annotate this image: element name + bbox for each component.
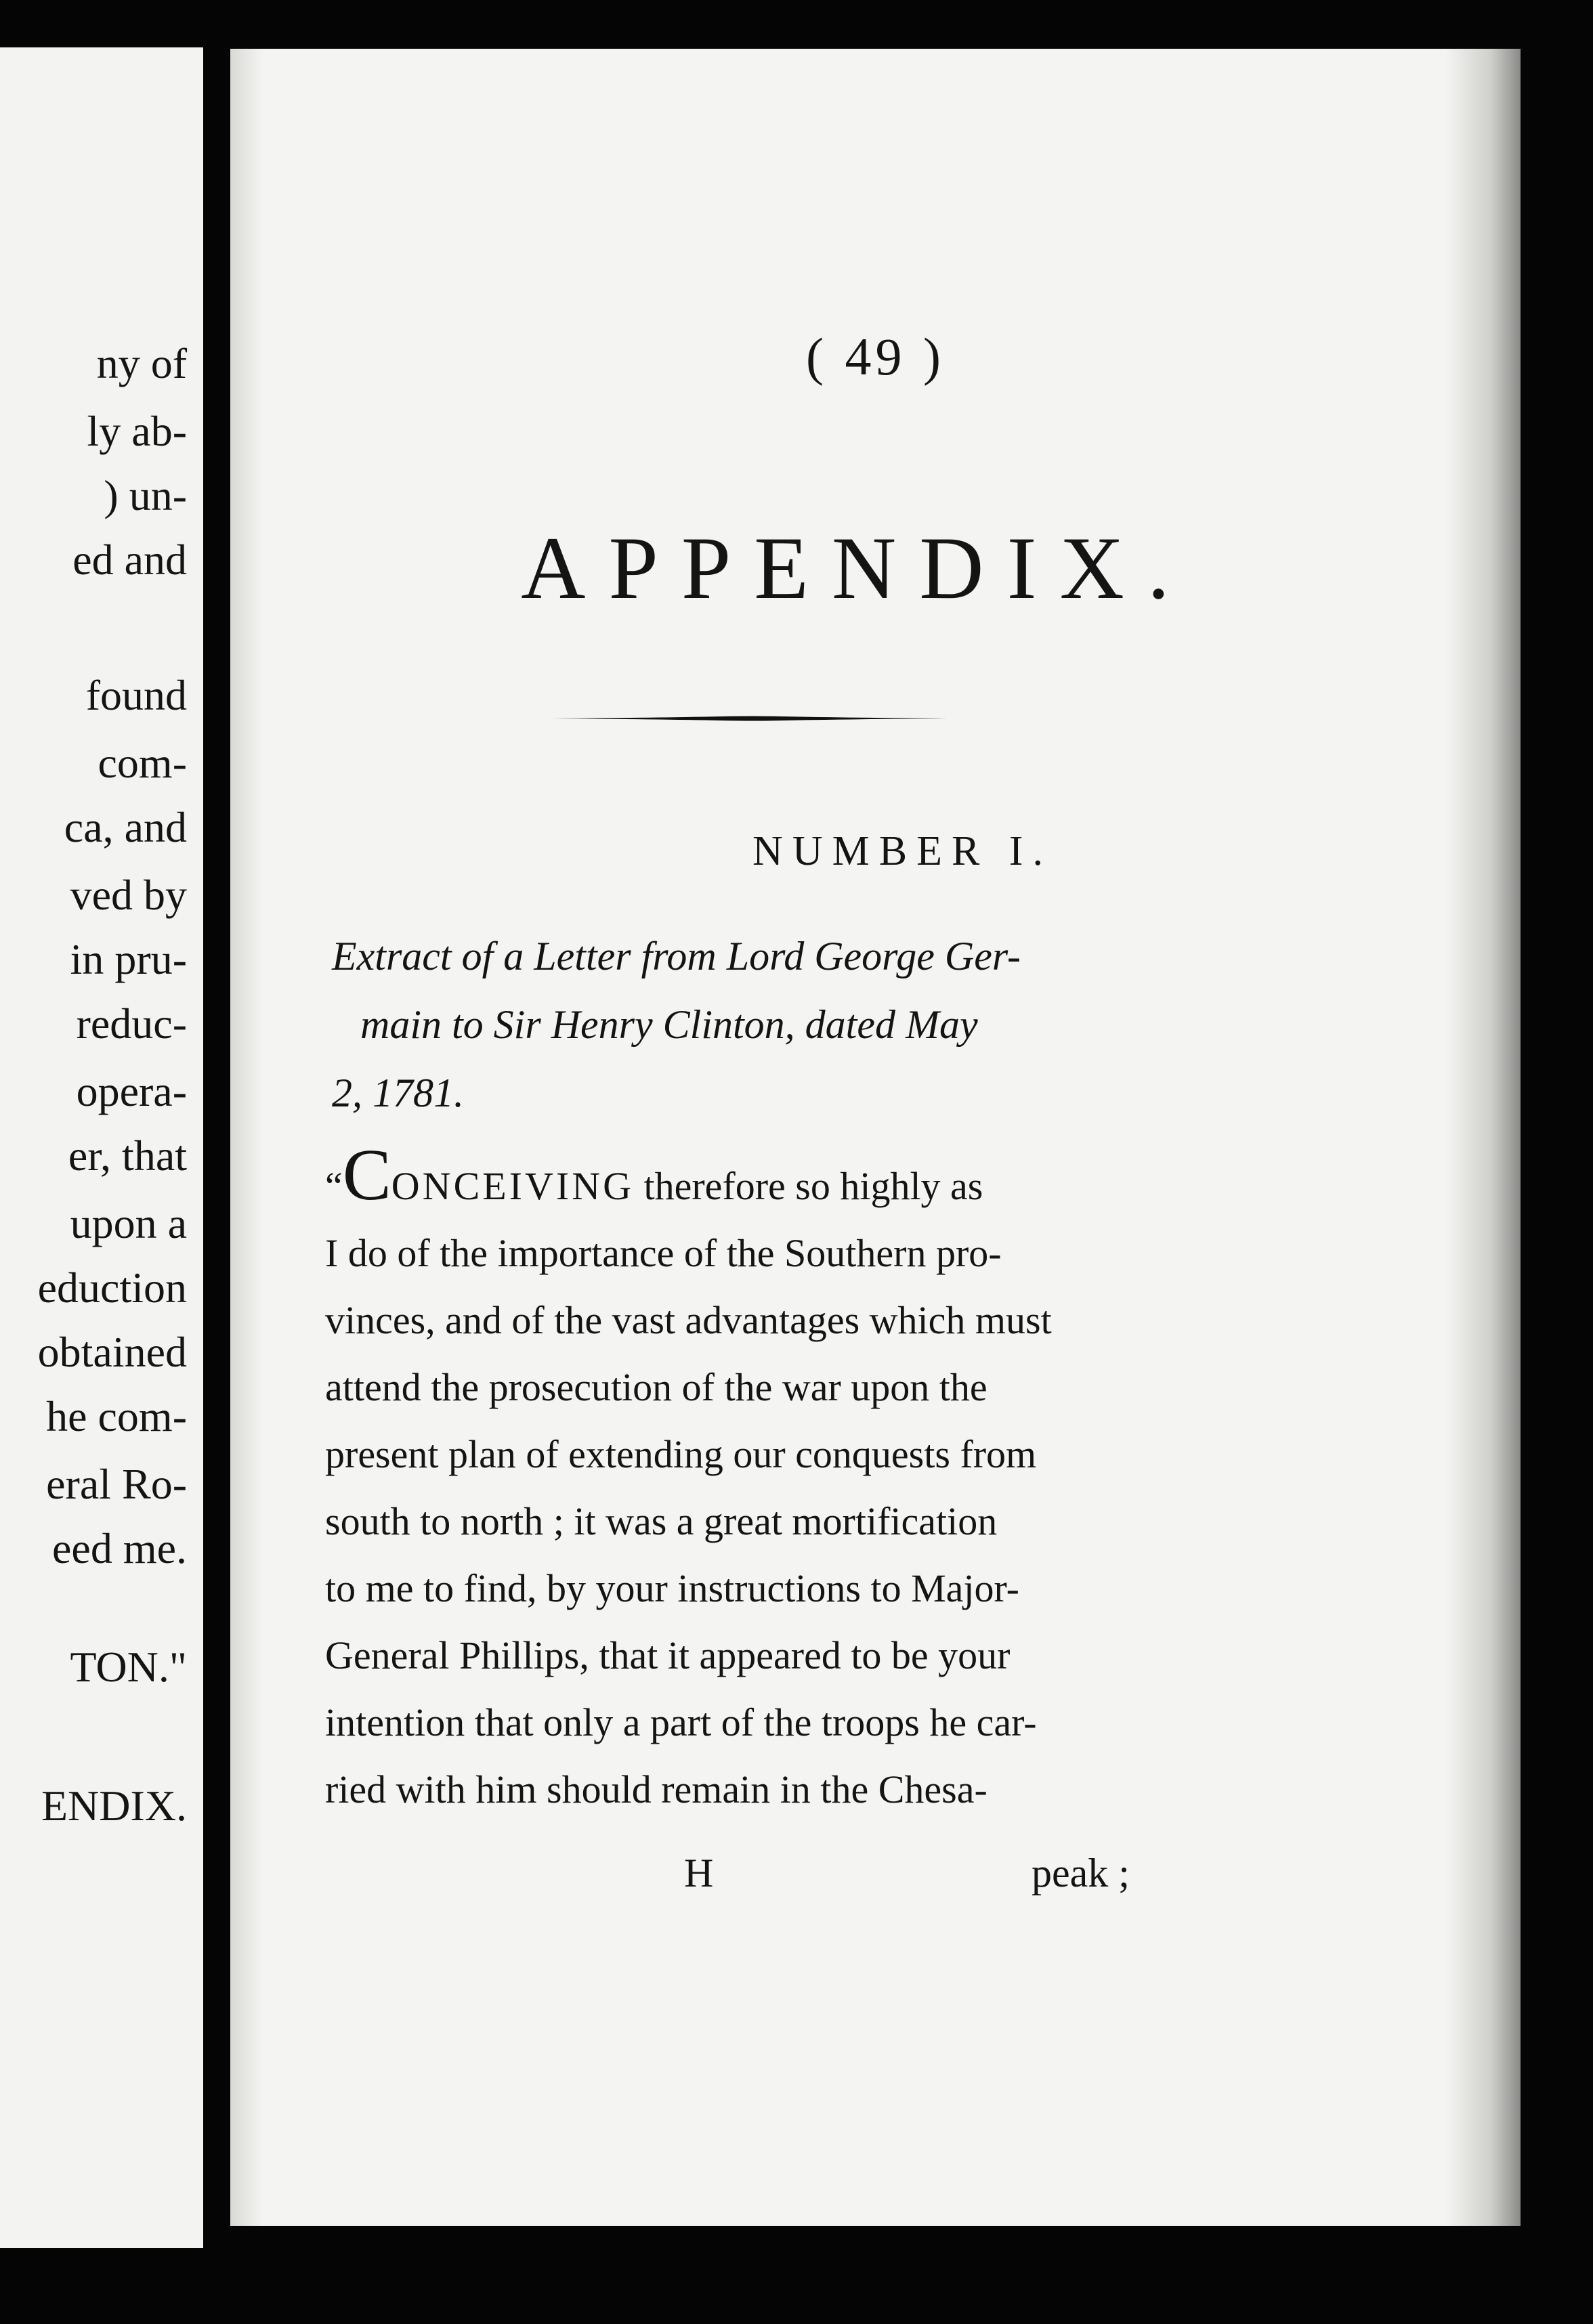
body-line: I do of the importance of the Southern pro-	[325, 1231, 1002, 1275]
previous-page-line: er, that	[68, 1132, 187, 1180]
body-line: to me to find, by your instructions to Major-	[325, 1566, 1019, 1610]
previous-page-line: upon a	[70, 1199, 187, 1247]
previous-page-line: opera-	[76, 1067, 187, 1115]
body-line: ried with him should remain in the Chesa-	[325, 1767, 987, 1811]
body-first-rest: therefore so highly as	[633, 1164, 983, 1208]
previous-page-line: he com-	[46, 1392, 187, 1440]
body-line: present plan of extending our conquests from	[325, 1432, 1037, 1476]
previous-page-line: eral Ro-	[46, 1460, 187, 1508]
extract-caption	[332, 922, 1382, 1127]
letter-body	[325, 1135, 1382, 1823]
body-line: vinces, and of the vast advantages which must	[325, 1298, 1052, 1342]
previous-page-line: in pru-	[70, 935, 187, 983]
previous-page-line: ed and	[72, 536, 187, 584]
book-page	[230, 49, 1521, 2226]
previous-page	[0, 47, 203, 2248]
previous-page-line: eed me.	[52, 1524, 187, 1572]
page-title: APPENDIX.	[521, 518, 1193, 618]
signature-mark: H	[684, 1851, 714, 1895]
previous-page-line: ly ab-	[87, 407, 187, 455]
previous-page-line: TON."	[70, 1643, 187, 1691]
body-line: intention that only a part of the troops he car-	[325, 1700, 1037, 1744]
previous-page-line: ved by	[70, 871, 187, 919]
previous-page-line: ny of	[96, 339, 187, 387]
previous-page-line: obtained	[37, 1328, 187, 1376]
body-line: south to north ; it was a great mortification	[325, 1499, 998, 1543]
previous-page-line: reduc-	[76, 999, 187, 1048]
previous-page-line: ca, and	[64, 803, 187, 851]
body-line-first: “CONCEIVING therefore so highly as	[325, 1135, 983, 1215]
ornamental-rule	[552, 716, 952, 721]
catchword: peak ;	[1032, 1851, 1130, 1895]
page-number: ( 49 )	[806, 327, 945, 386]
body-first-word: ONCEIVING	[391, 1164, 634, 1208]
body-line: General Phillips, that it appeared to be your	[325, 1633, 1011, 1677]
extract-line: 2, 1781.	[332, 1071, 464, 1115]
previous-page-line: ENDIX.	[41, 1782, 187, 1830]
body-line: attend the prosecution of the war upon the	[325, 1365, 987, 1409]
extract-line: Extract of a Letter from Lord George Ger-	[332, 934, 1021, 978]
previous-page-line: found	[85, 671, 187, 719]
extract-line: main to Sir Henry Clinton, dated May	[360, 1002, 978, 1047]
previous-page-line: ) un-	[104, 471, 187, 519]
section-heading: NUMBER I.	[752, 828, 1053, 874]
previous-page-line: com-	[98, 739, 187, 787]
previous-page-line: eduction	[37, 1264, 187, 1312]
drop-cap: C	[342, 1135, 391, 1215]
